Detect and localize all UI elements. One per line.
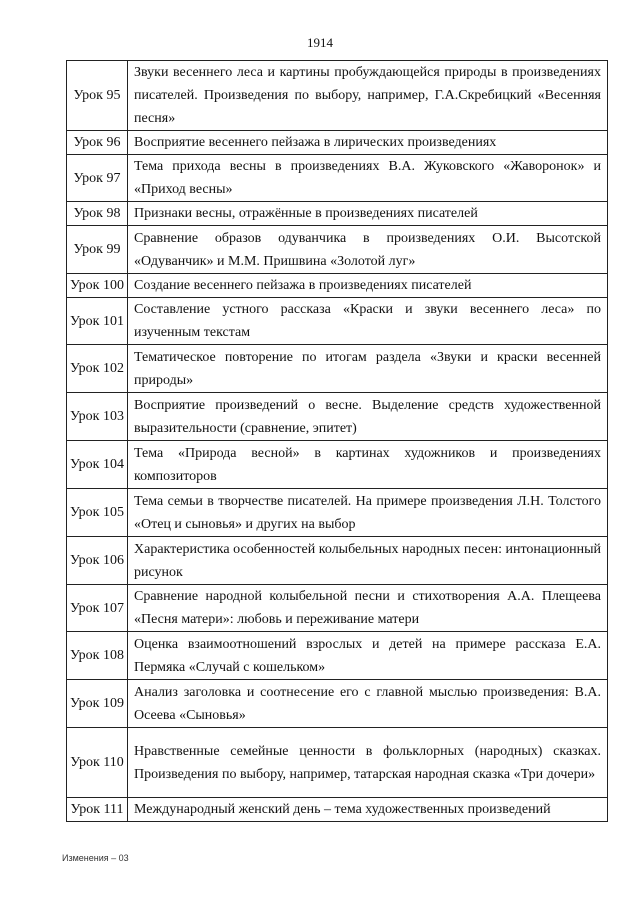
footer-revision-note: Изменения – 03 [62, 853, 129, 863]
lesson-number: Урок 96 [67, 131, 128, 155]
lesson-number: Урок 97 [67, 155, 128, 202]
lesson-topic: Международный женский день – тема художественных произведений [128, 798, 608, 822]
lesson-topic: Признаки весны, отражённые в произведениях писателей [128, 202, 608, 226]
lesson-number: Урок 109 [67, 680, 128, 728]
table-row [67, 798, 608, 822]
lesson-topic: Восприятие произведений о весне. Выделение средств художественной выразительности (сравнение, эпитет) [128, 393, 608, 441]
table-row [67, 537, 608, 585]
table-row [67, 226, 608, 274]
table-row [67, 202, 608, 226]
lesson-number: Урок 101 [67, 298, 128, 345]
table-row [67, 274, 608, 298]
lesson-topic: Тема прихода весны в произведениях В.А. Жуковского «Жаворонок» и «Приход весны» [128, 155, 608, 202]
lesson-topic: Создание весеннего пейзажа в произведениях писателей [128, 274, 608, 298]
lesson-number: Урок 95 [67, 61, 128, 131]
lesson-number: Урок 110 [67, 728, 128, 798]
table-row [67, 585, 608, 632]
lesson-number: Урок 106 [67, 537, 128, 585]
lesson-topic: Нравственные семейные ценности в фольклорных (народных) сказках. Произведения по выбору, например, татарская народная сказка «Три дочери» [128, 728, 608, 798]
table-row [67, 489, 608, 537]
lesson-topic: Сравнение образов одуванчика в произведениях О.И. Высотской «Одуванчик» и М.М. Пришвина «Золотой луг» [128, 226, 608, 274]
table-row [67, 345, 608, 393]
lesson-number: Урок 98 [67, 202, 128, 226]
table-row [67, 155, 608, 202]
lesson-number: Урок 111 [67, 798, 128, 822]
lesson-topic: Звуки весеннего леса и картины пробуждающейся природы в произведениях писателей. Произведения по выбору, например, Г.А.Скребицкий «Весенняя песня» [128, 61, 608, 131]
lesson-topic: Сравнение народной колыбельной песни и стихотворения А.А. Плещеева «Песня матери»: любовь и переживание матери [128, 585, 608, 632]
table-row [67, 680, 608, 728]
lesson-topic: Анализ заголовка и соотнесение его с главной мыслью произведения: В.А. Осеева «Сыновья» [128, 680, 608, 728]
table-row [67, 61, 608, 131]
table-row [67, 393, 608, 441]
lesson-topic: Характеристика особенностей колыбельных народных песен: интонационный рисунок [128, 537, 608, 585]
lesson-topic: Тема семьи в творчестве писателей. На примере произведения Л.Н. Толстого «Отец и сыновья» и других на выбор [128, 489, 608, 537]
lesson-number: Урок 103 [67, 393, 128, 441]
page-number: 1914 [307, 35, 333, 50]
lesson-topic: Составление устного рассказа «Краски и звуки весеннего леса» по изученным текстам [128, 298, 608, 345]
table-row [67, 131, 608, 155]
table-row [67, 441, 608, 489]
table-row [67, 632, 608, 680]
lesson-number: Урок 100 [67, 274, 128, 298]
lessons-table [66, 60, 608, 822]
table-row [67, 728, 608, 798]
table-row [67, 298, 608, 345]
lesson-topic: Восприятие весеннего пейзажа в лирических произведениях [128, 131, 608, 155]
lesson-topic: Тема «Природа весной» в картинах художников и произведениях композиторов [128, 441, 608, 489]
lesson-number: Урок 105 [67, 489, 128, 537]
lesson-number: Урок 108 [67, 632, 128, 680]
lesson-number: Урок 99 [67, 226, 128, 274]
lesson-number: Урок 107 [67, 585, 128, 632]
lesson-number: Урок 104 [67, 441, 128, 489]
lesson-number: Урок 102 [67, 345, 128, 393]
lesson-topic: Оценка взаимоотношений взрослых и детей на примере рассказа Е.А. Пермяка «Случай с кошельком» [128, 632, 608, 680]
lesson-topic: Тематическое повторение по итогам раздела «Звуки и краски весенней природы» [128, 345, 608, 393]
